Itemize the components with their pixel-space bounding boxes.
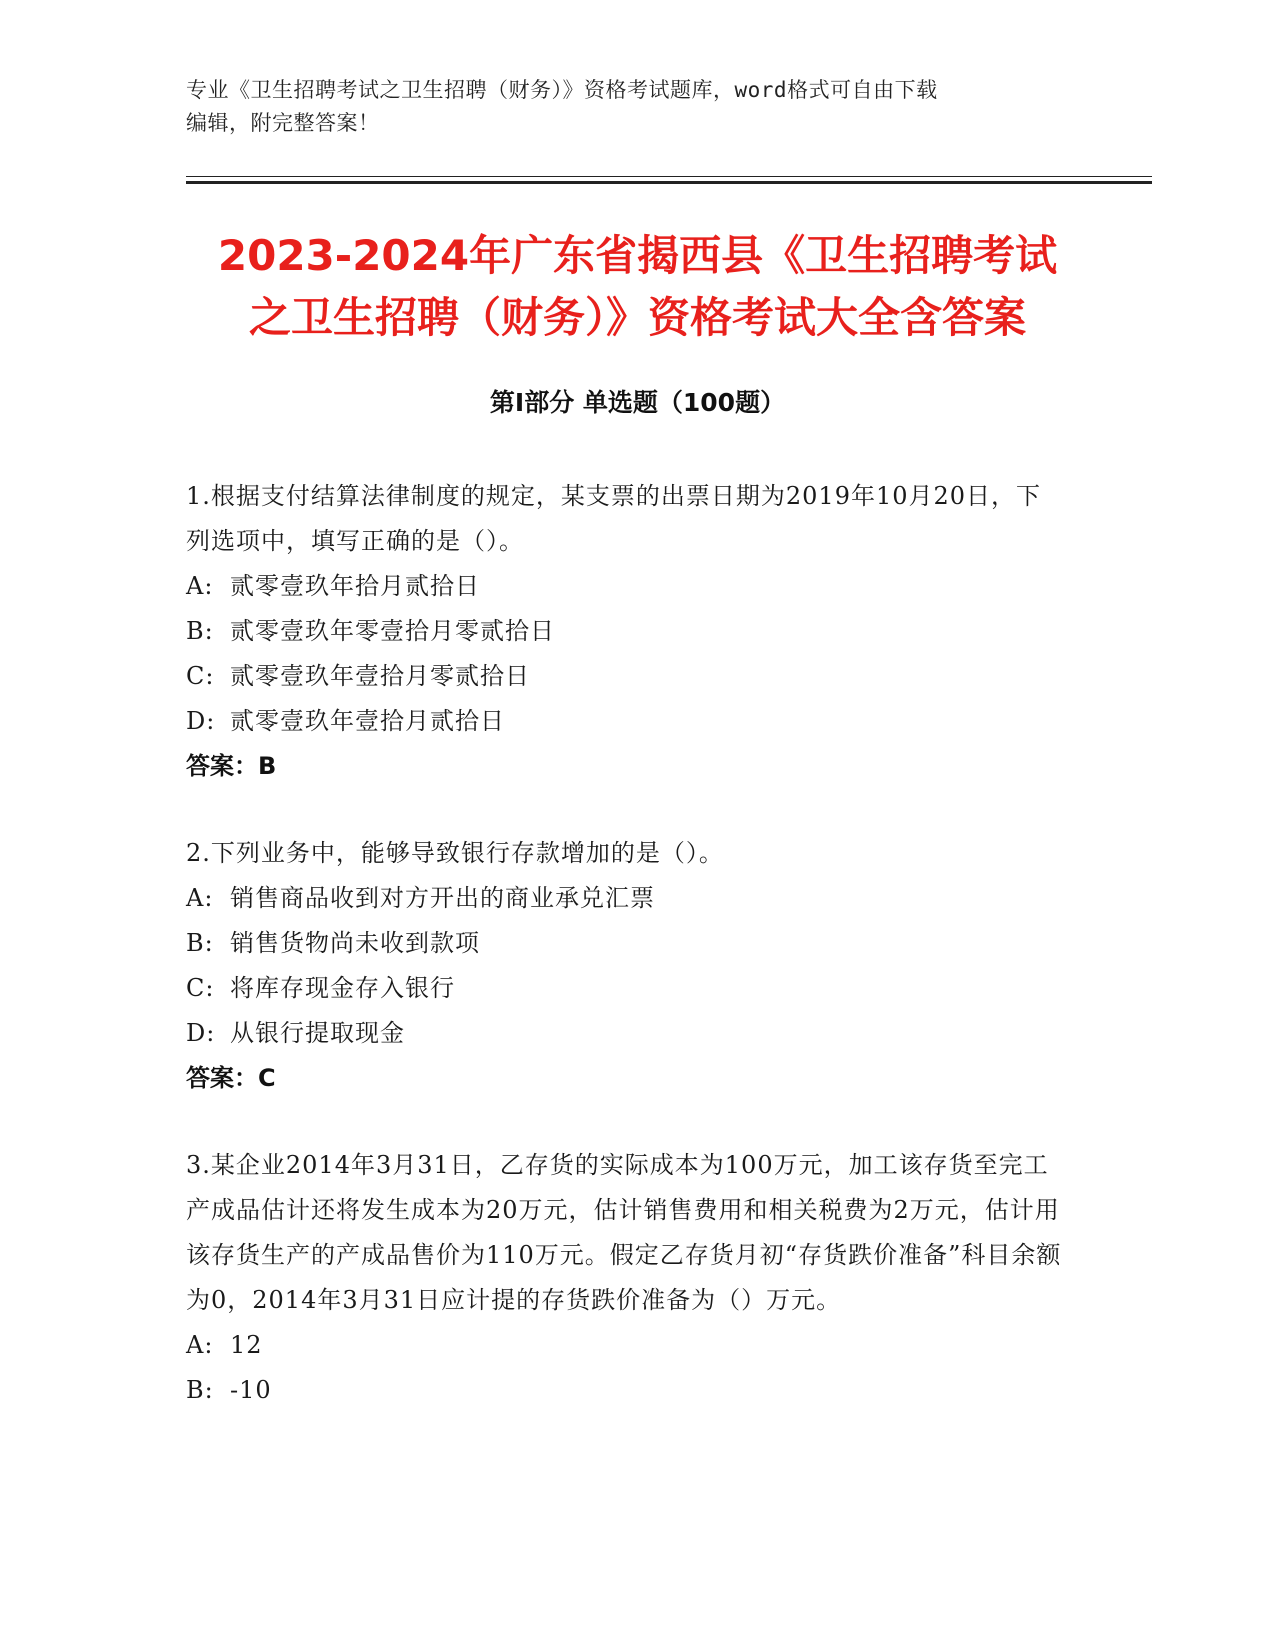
option-key: B:	[186, 929, 214, 957]
question-3	[186, 1143, 1066, 1413]
option-key: C:	[186, 662, 215, 690]
question-stem: 2.下列业务中，能够导致银行存款增加的是（）。	[186, 839, 724, 867]
question-1	[186, 474, 1066, 789]
option-b	[186, 921, 1066, 966]
question-2	[186, 831, 1066, 1101]
option-a	[186, 876, 1066, 921]
option-key: A:	[186, 1331, 214, 1359]
answer-label: 答案：C	[186, 1064, 276, 1092]
option-text: 贰零壹玖年壹拾月贰拾日	[230, 707, 505, 735]
answer-label: 答案：B	[186, 752, 277, 780]
header-note	[186, 74, 1066, 140]
option-text: 将库存现金存入银行	[230, 974, 455, 1002]
option-key: A:	[186, 572, 214, 600]
option-text: 销售商品收到对方开出的商业承兑汇票	[230, 884, 655, 912]
option-text: 从银行提取现金	[230, 1019, 405, 1047]
option-c	[186, 966, 1066, 1011]
document-title-line2: 之卫生招聘（财务）》资格考试大全含答案	[248, 293, 1026, 342]
option-d	[186, 699, 1066, 744]
option-text: 贰零壹玖年拾月贰拾日	[230, 572, 480, 600]
option-key: A:	[186, 884, 214, 912]
document-title-line1: 2023-2024年广东省揭西县《卫生招聘考试	[217, 231, 1058, 280]
question-stem: 1.根据支付结算法律制度的规定，某支票的出票日期为2019年10月20日，下列选项中，填写正确的是（）。	[186, 482, 1042, 555]
option-key: B:	[186, 617, 214, 645]
header-note-line2: 编辑，附完整答案！	[186, 111, 380, 135]
section-heading: 第Ⅰ部分 单选题（100题）	[489, 388, 786, 417]
option-key: D:	[186, 1019, 216, 1047]
option-key: B:	[186, 1376, 214, 1404]
header-divider-thick	[186, 181, 1152, 184]
option-a	[186, 1323, 1066, 1368]
option-text: 销售货物尚未收到款项	[230, 929, 480, 957]
option-text: 12	[230, 1331, 263, 1359]
header-divider-thin	[186, 176, 1152, 177]
option-b	[186, 609, 1066, 654]
option-c	[186, 654, 1066, 699]
option-key: C:	[186, 974, 215, 1002]
option-text: -10	[230, 1376, 272, 1404]
option-key: D:	[186, 707, 216, 735]
option-b	[186, 1368, 1066, 1413]
option-d	[186, 1011, 1066, 1056]
document-title	[160, 225, 1115, 349]
question-list	[186, 474, 1066, 1455]
option-text: 贰零壹玖年壹拾月零贰拾日	[230, 662, 530, 690]
option-a	[186, 564, 1066, 609]
question-stem: 3.某企业2014年3月31日，乙存货的实际成本为100万元，加工该存货至完工产成品估计还将发生成本为20万元，估计销售费用和相关税费为2万元，估计用该存货生产的产成品售价为110万元。假定乙存货月初“存货跌价准备”科目余额为0，2014年3月31日应计提的存货跌价准备为（）万元。	[186, 1151, 1062, 1314]
header-note-line1: 专业《卫生招聘考试之卫生招聘（财务）》资格考试题库，word格式可自由下载	[186, 78, 938, 102]
option-text: 贰零壹玖年零壹拾月零贰拾日	[230, 617, 555, 645]
